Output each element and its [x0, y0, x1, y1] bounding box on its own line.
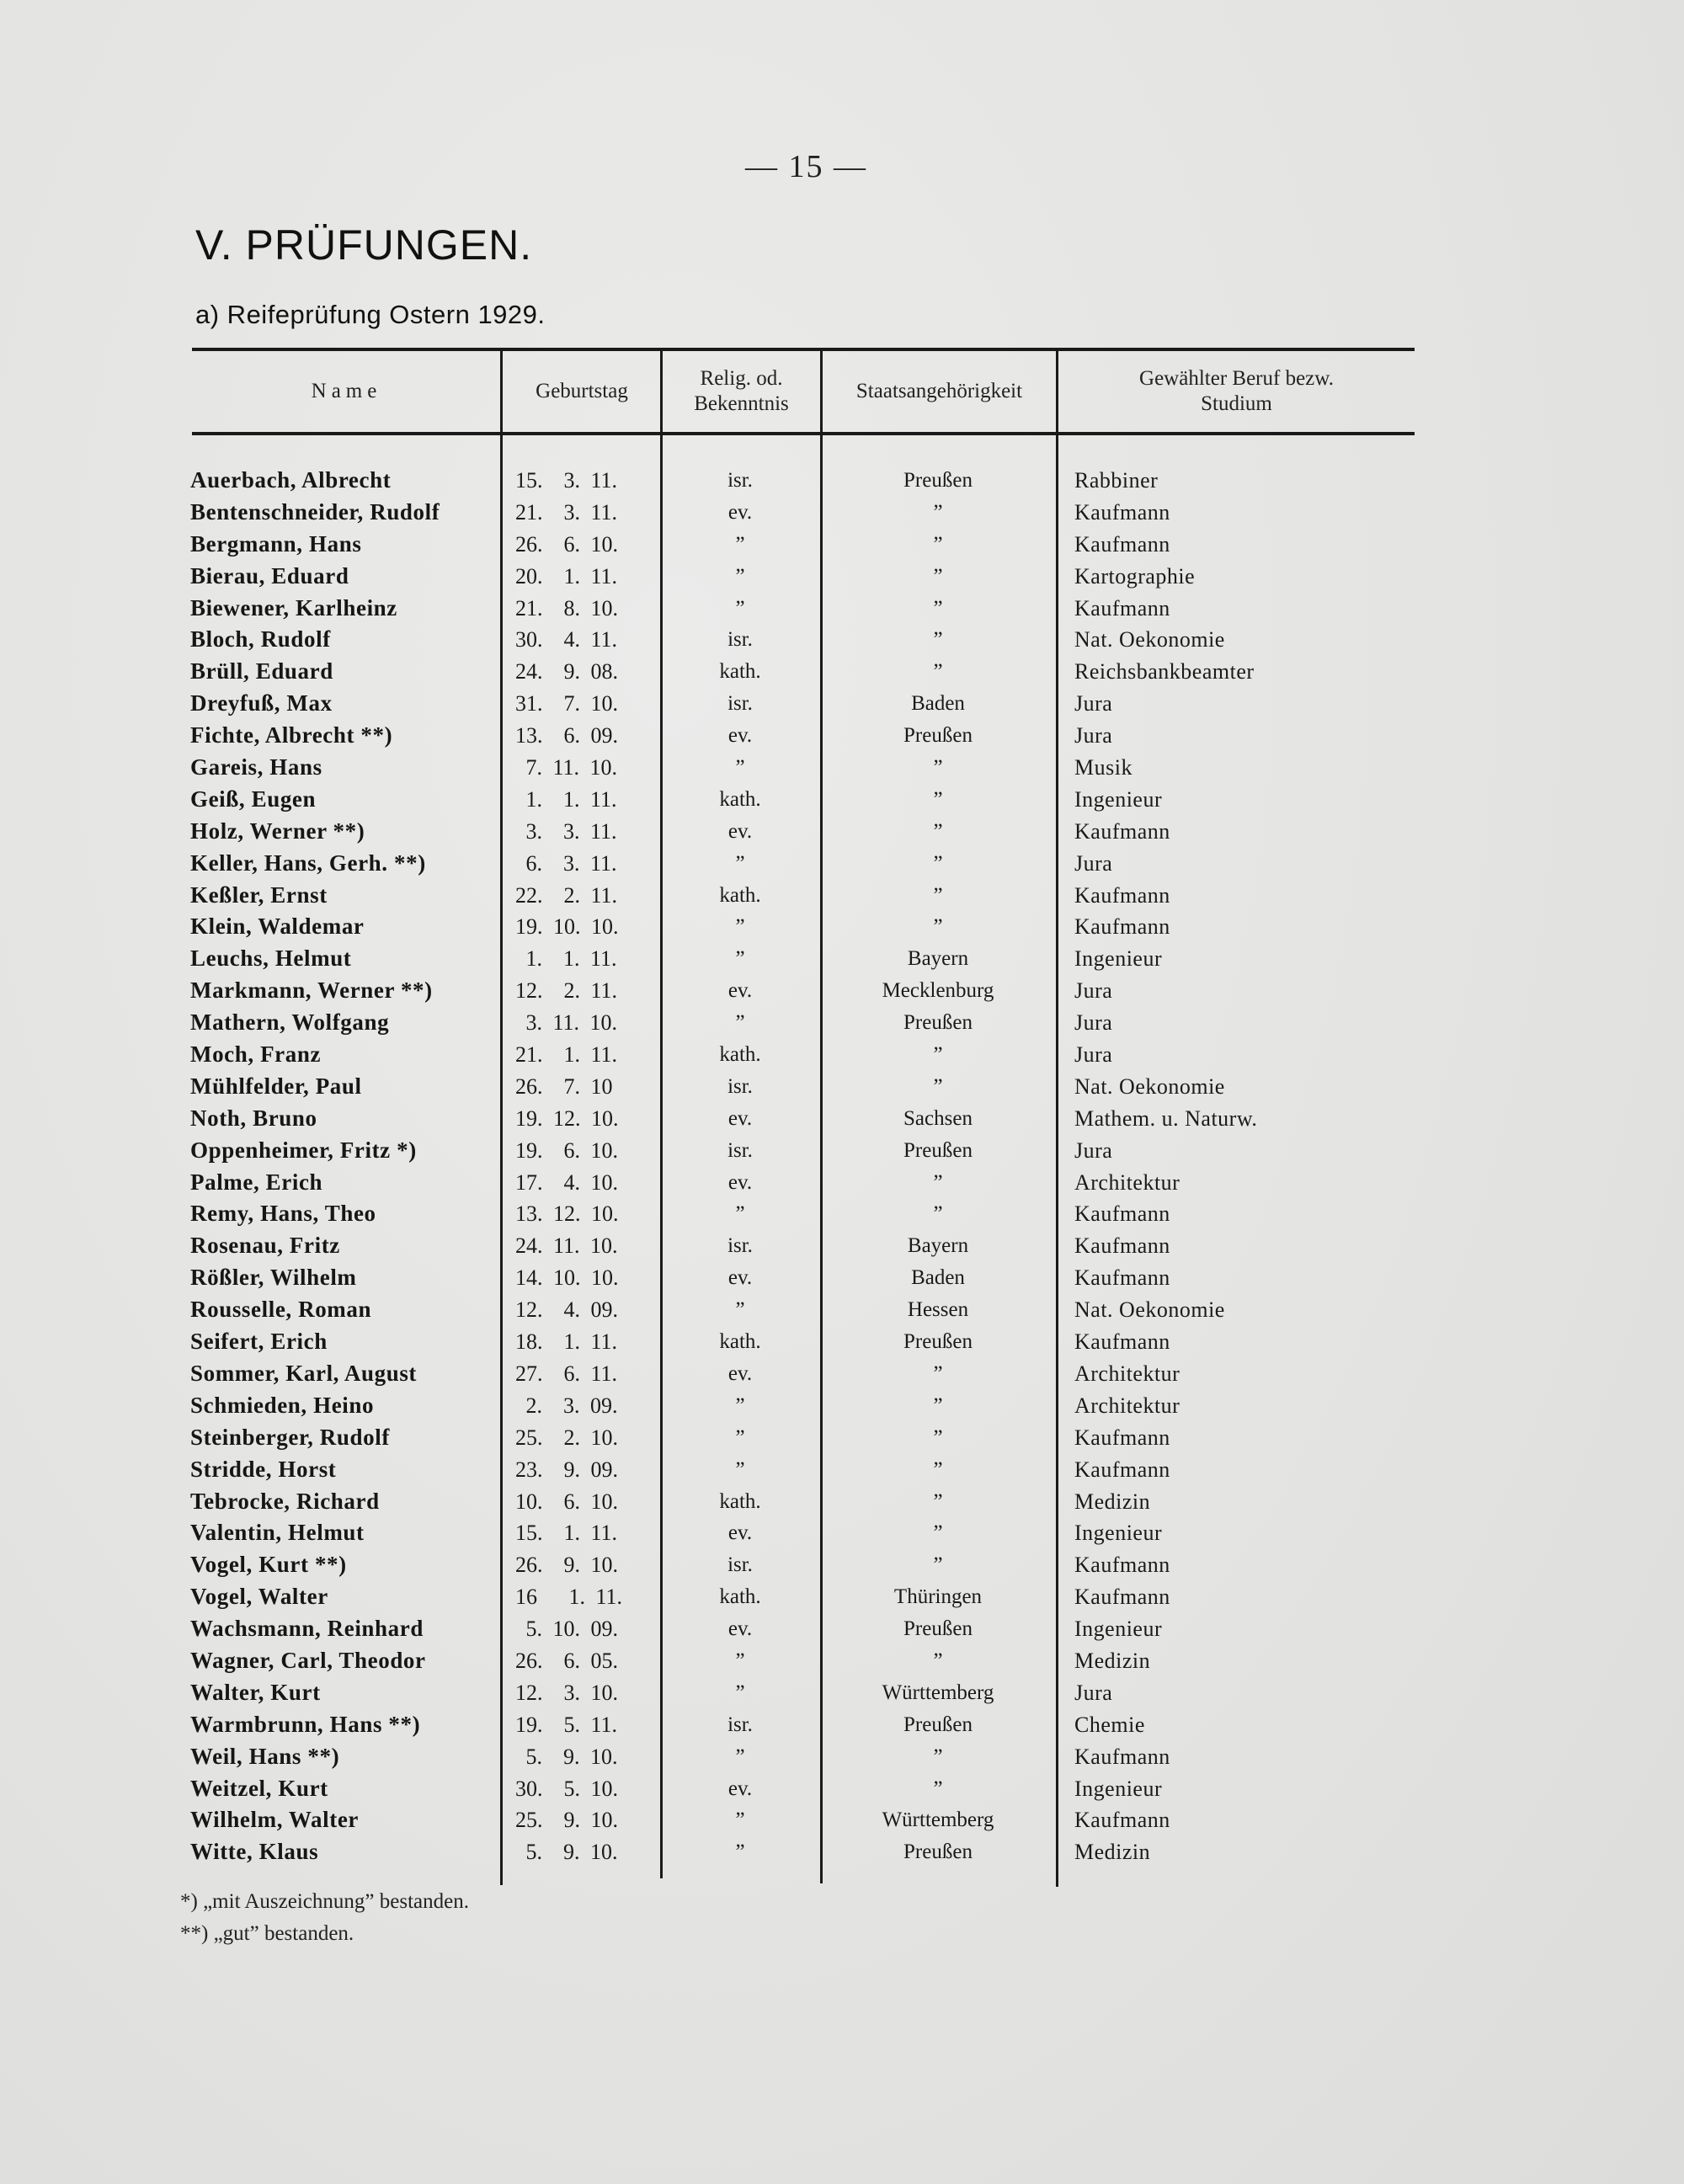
birthday-cell: 31. 7. 10.	[515, 691, 618, 716]
birthday-cell: 3. 3. 11.	[515, 818, 617, 844]
profession-cell: Medizin	[1074, 1489, 1151, 1514]
profession-cell: Kaufmann	[1074, 1201, 1170, 1227]
religion-cell: isr.	[727, 628, 753, 652]
religion-cell: ”	[735, 1649, 745, 1672]
birthday-cell: 23. 9. 09.	[515, 1457, 618, 1482]
state-cell: ”	[933, 883, 943, 907]
religion-cell: ”	[735, 1202, 745, 1226]
state-cell: Mecklenburg	[882, 979, 994, 1003]
student-name-cell: Mühlfelder, Paul	[190, 1073, 362, 1099]
table-row	[0, 1326, 1684, 1358]
profession-cell: Jura	[1074, 1010, 1113, 1036]
table-row	[0, 1167, 1684, 1199]
table-row	[0, 1581, 1684, 1613]
footnote: **) „gut” bestanden.	[180, 1922, 354, 1945]
birthday-cell: 5. 9. 10.	[515, 1840, 618, 1865]
birthday-cell: 21. 3. 11.	[515, 499, 618, 525]
table-row	[0, 1804, 1684, 1836]
religion-cell: kath.	[719, 1489, 761, 1513]
table-row	[0, 593, 1684, 625]
profession-cell: Kaufmann	[1074, 1329, 1170, 1355]
header-profession	[1058, 351, 1415, 432]
student-name-cell: Keßler, Ernst	[190, 882, 328, 908]
profession-cell: Kaufmann	[1074, 818, 1170, 844]
religion-cell: ”	[735, 596, 745, 620]
religion-cell: ”	[735, 1681, 745, 1704]
table-row	[0, 1454, 1684, 1486]
religion-cell: ”	[735, 1745, 745, 1768]
student-name-cell: Bloch, Rudolf	[190, 626, 331, 653]
profession-cell: Ingenieur	[1074, 786, 1163, 812]
student-name-cell: Leuchs, Helmut	[190, 946, 352, 972]
profession-cell: Ingenieur	[1074, 1776, 1163, 1801]
state-cell: ”	[933, 1202, 943, 1226]
state-cell: ”	[933, 819, 943, 843]
religion-cell: ev.	[727, 1521, 753, 1545]
table-row	[0, 1007, 1684, 1039]
religion-cell: ”	[735, 1457, 745, 1481]
religion-cell: ev.	[727, 500, 753, 524]
student-name-cell: Markmann, Werner **)	[190, 977, 433, 1004]
student-name-cell: Vogel, Kurt **)	[190, 1552, 347, 1578]
birthday-cell: 1. 1. 11.	[515, 946, 617, 972]
birthday-cell: 16 1. 11.	[515, 1585, 623, 1610]
profession-cell: Kaufmann	[1074, 499, 1170, 525]
table-row	[0, 1486, 1684, 1518]
state-cell: Sachsen	[903, 1106, 973, 1130]
religion-cell: isr.	[727, 469, 753, 492]
table-row	[0, 497, 1684, 529]
student-name-cell: Oppenheimer, Fritz *)	[190, 1137, 417, 1163]
state-cell: ”	[933, 1043, 943, 1067]
student-name-cell: Valentin, Helmut	[190, 1520, 365, 1546]
student-name-cell: Weil, Hans **)	[190, 1743, 340, 1769]
student-name-cell: Rosenau, Fritz	[190, 1233, 340, 1259]
profession-cell: Kaufmann	[1074, 531, 1170, 557]
state-cell: ”	[933, 532, 943, 556]
table-body	[0, 465, 1684, 1868]
state-cell: ”	[933, 756, 943, 780]
state-cell: ”	[933, 1361, 943, 1385]
state-cell: Baden	[911, 1266, 965, 1290]
student-name-cell: Stridde, Horst	[190, 1456, 337, 1482]
profession-cell: Kaufmann	[1074, 1265, 1170, 1291]
birthday-cell: 15. 3. 11.	[515, 468, 618, 493]
table-row	[0, 1422, 1684, 1454]
state-cell: Württemberg	[882, 1808, 994, 1832]
student-name-cell: Gareis, Hans	[190, 754, 322, 780]
religion-cell: ”	[735, 851, 745, 875]
state-cell: Baden	[911, 692, 965, 716]
religion-cell: kath.	[719, 787, 761, 811]
birthday-cell: 13. 6. 09.	[515, 723, 618, 748]
state-cell: ”	[933, 1745, 943, 1768]
student-name-cell: Rößler, Wilhelm	[190, 1265, 357, 1291]
profession-cell: Kaufmann	[1074, 1744, 1170, 1769]
table-row	[0, 1135, 1684, 1167]
student-name-cell: Rousselle, Roman	[190, 1297, 372, 1323]
student-name-cell: Klein, Waldemar	[190, 914, 365, 940]
religion-cell: isr.	[727, 692, 753, 716]
student-name-cell: Wilhelm, Walter	[190, 1807, 359, 1833]
table-row	[0, 1709, 1684, 1741]
profession-cell: Mathem. u. Naturw.	[1074, 1105, 1258, 1131]
profession-cell: Jura	[1074, 978, 1113, 1004]
student-name-cell: Mathern, Wolfgang	[190, 1009, 390, 1036]
state-cell: Württemberg	[882, 1681, 994, 1704]
profession-cell: Jura	[1074, 850, 1113, 876]
religion-cell: ”	[735, 947, 745, 971]
birthday-cell: 26. 7. 10	[515, 1073, 613, 1099]
table-row	[0, 752, 1684, 784]
birthday-cell: 12. 2. 11.	[515, 978, 618, 1004]
religion-cell: kath.	[719, 883, 761, 907]
state-cell: Preußen	[903, 1330, 973, 1354]
table-row	[0, 943, 1684, 975]
student-name-cell: Sommer, Karl, August	[190, 1360, 418, 1386]
state-cell: ”	[933, 1776, 943, 1800]
religion-cell: ev.	[727, 724, 753, 748]
student-name-cell: Fichte, Albrecht **)	[190, 722, 393, 748]
table-row	[0, 1294, 1684, 1326]
religion-cell: ev.	[727, 1617, 753, 1641]
profession-cell: Kaufmann	[1074, 882, 1170, 908]
profession-cell: Kaufmann	[1074, 914, 1170, 940]
birthday-cell: 30. 5. 10.	[515, 1776, 618, 1801]
religion-cell: ”	[735, 915, 745, 939]
table-row	[0, 1039, 1684, 1071]
state-cell: ”	[933, 851, 943, 875]
birthday-cell: 5. 10. 09.	[515, 1617, 618, 1642]
table-row	[0, 1836, 1684, 1868]
profession-cell: Kaufmann	[1074, 595, 1170, 621]
student-name-cell: Bierau, Eduard	[190, 562, 349, 589]
religion-cell: isr.	[727, 1713, 753, 1736]
religion-cell: ev.	[727, 1106, 753, 1130]
table-row	[0, 1677, 1684, 1709]
student-name-cell: Dreyfuß, Max	[190, 690, 333, 716]
religion-cell: kath.	[719, 1330, 761, 1354]
birthday-cell: 19. 10. 10.	[515, 914, 619, 940]
header-religion-text: Relig. od. Bekenntnis	[694, 367, 789, 415]
state-cell: Preußen	[903, 1840, 973, 1864]
student-name-cell: Vogel, Walter	[190, 1584, 328, 1610]
profession-cell: Medizin	[1074, 1648, 1151, 1673]
state-cell: Preußen	[903, 1011, 973, 1035]
state-cell: Preußen	[903, 1617, 973, 1641]
state-cell: ”	[933, 1553, 943, 1577]
state-cell: ”	[933, 1393, 943, 1417]
religion-cell: ”	[735, 756, 745, 780]
footnotes	[180, 1886, 469, 1950]
header-religion	[663, 351, 820, 432]
table-row	[0, 1358, 1684, 1390]
state-cell: ”	[933, 1521, 943, 1545]
birthday-cell: 20. 1. 11.	[515, 563, 618, 589]
student-name-cell: Remy, Hans, Theo	[190, 1201, 376, 1227]
profession-cell: Jura	[1074, 1042, 1113, 1068]
state-cell: ”	[933, 787, 943, 811]
student-name-cell: Geiß, Eugen	[190, 786, 317, 812]
religion-cell: isr.	[727, 1074, 753, 1098]
birthday-cell: 18. 1. 11.	[515, 1329, 618, 1355]
religion-cell: ev.	[727, 1361, 753, 1385]
profession-cell: Nat. Oekonomie	[1074, 1297, 1225, 1323]
state-cell: Thüringen	[893, 1585, 983, 1609]
table-row	[0, 656, 1684, 688]
profession-cell: Kaufmann	[1074, 1457, 1170, 1482]
table-row	[0, 1773, 1684, 1805]
table-row	[0, 1103, 1684, 1135]
birthday-cell: 19. 5. 11.	[515, 1712, 618, 1737]
state-cell: Hessen	[907, 1298, 969, 1322]
subsection-title: a) Reifeprüfung Ostern 1929.	[195, 300, 546, 329]
profession-cell: Kartographie	[1074, 563, 1196, 589]
table-row	[0, 1549, 1684, 1581]
birthday-cell: 26. 9. 10.	[515, 1553, 618, 1578]
religion-cell: ”	[735, 1393, 745, 1417]
birthday-cell: 19. 6. 10.	[515, 1137, 618, 1163]
header-profession-text: Gewählter Beruf bezw. Studium	[1139, 367, 1334, 415]
birthday-cell: 19. 12. 10.	[515, 1105, 619, 1131]
page-number: — 15 —	[745, 149, 867, 184]
birthday-cell: 3. 11. 10.	[515, 1010, 618, 1036]
birthday-cell: 12. 3. 10.	[515, 1680, 618, 1705]
state-cell: ”	[933, 596, 943, 620]
profession-cell: Architektur	[1074, 1393, 1180, 1418]
student-name-cell: Steinberger, Rudolf	[190, 1424, 390, 1450]
table-row	[0, 688, 1684, 720]
student-name-cell: Moch, Franz	[190, 1041, 322, 1068]
student-name-cell: Auerbach, Albrecht	[190, 467, 392, 493]
birthday-cell: 25. 2. 10.	[515, 1425, 618, 1450]
header-name: Name	[311, 380, 382, 402]
birthday-cell: 7. 11. 10.	[515, 755, 618, 780]
header-birthday: Geburtstag	[536, 380, 628, 402]
table-row	[0, 816, 1684, 848]
table-row	[0, 1613, 1684, 1645]
religion-cell: ”	[735, 1808, 745, 1832]
birthday-cell: 2. 3. 09.	[515, 1393, 618, 1418]
student-name-cell: Bentenschneider, Rudolf	[190, 498, 440, 525]
profession-cell: Kaufmann	[1074, 1808, 1170, 1833]
table-row	[0, 465, 1684, 497]
birthday-cell: 21. 1. 11.	[515, 1042, 618, 1068]
student-name-cell: Biewener, Karlheinz	[190, 594, 397, 621]
birthday-cell: 26. 6. 05.	[515, 1648, 618, 1673]
profession-cell: Architektur	[1074, 1361, 1180, 1386]
state-cell: ”	[933, 564, 943, 588]
student-name-cell: Witte, Klaus	[190, 1839, 319, 1865]
student-name-cell: Wachsmann, Reinhard	[190, 1616, 424, 1642]
student-name-cell: Tebrocke, Richard	[190, 1488, 380, 1514]
birthday-cell: 21. 8. 10.	[515, 595, 618, 621]
religion-cell: ”	[735, 1425, 745, 1449]
birthday-cell: 26. 6. 10.	[515, 531, 618, 557]
religion-cell: ev.	[727, 1266, 753, 1290]
student-name-cell: Wagner, Carl, Theodor	[190, 1647, 426, 1673]
state-cell: ”	[933, 1457, 943, 1481]
religion-cell: kath.	[719, 660, 761, 684]
birthday-cell: 24. 11. 10.	[515, 1233, 618, 1259]
birthday-cell: 1. 1. 11.	[515, 786, 617, 812]
table-row	[0, 975, 1684, 1007]
student-name-cell: Holz, Werner **)	[190, 818, 365, 844]
birthday-cell: 6. 3. 11.	[515, 850, 617, 876]
profession-cell: Nat. Oekonomie	[1074, 627, 1225, 653]
religion-cell: ev.	[727, 819, 753, 843]
birthday-cell: 24. 9. 08.	[515, 659, 618, 684]
state-cell: ”	[933, 915, 943, 939]
table-row	[0, 1390, 1684, 1422]
birthday-cell: 15. 1. 11.	[515, 1521, 618, 1546]
state-cell: ”	[933, 1489, 943, 1513]
table-row	[0, 848, 1684, 880]
birthday-cell: 5. 9. 10.	[515, 1744, 618, 1769]
religion-cell: ”	[735, 1298, 745, 1322]
profession-cell: Jura	[1074, 1137, 1113, 1163]
student-name-cell: Weitzel, Kurt	[190, 1775, 328, 1801]
student-name-cell: Keller, Hans, Gerh. **)	[190, 850, 426, 876]
profession-cell: Reichsbankbeamter	[1074, 659, 1255, 684]
state-cell: ”	[933, 1425, 943, 1449]
profession-cell: Rabbiner	[1074, 468, 1159, 493]
section-title: V. PRÜFUNGEN.	[195, 221, 533, 269]
state-cell: Preußen	[903, 469, 973, 492]
student-name-cell: Bergmann, Hans	[190, 530, 362, 557]
profession-cell: Musik	[1074, 755, 1132, 780]
birthday-cell: 14. 10. 10.	[515, 1265, 619, 1291]
state-cell: ”	[933, 1649, 943, 1672]
religion-cell: ”	[735, 532, 745, 556]
state-cell: ”	[933, 1170, 943, 1194]
state-cell: ”	[933, 660, 943, 684]
state-cell: ”	[933, 500, 943, 524]
religion-cell: ”	[735, 1011, 745, 1035]
profession-cell: Kaufmann	[1074, 1553, 1170, 1578]
state-cell: Preußen	[903, 724, 973, 748]
religion-cell: ”	[735, 1840, 745, 1864]
profession-cell: Nat. Oekonomie	[1074, 1073, 1225, 1099]
profession-cell: Jura	[1074, 691, 1113, 716]
table-row	[0, 529, 1684, 561]
footnote: *) „mit Auszeichnung” bestanden.	[180, 1890, 469, 1913]
table-row	[0, 624, 1684, 656]
birthday-cell: 13. 12. 10.	[515, 1201, 619, 1227]
table-row	[0, 911, 1684, 943]
student-name-cell: Walter, Kurt	[190, 1679, 321, 1705]
table-row	[0, 1262, 1684, 1294]
profession-cell: Ingenieur	[1074, 1617, 1163, 1642]
birthday-cell: 27. 6. 11.	[515, 1361, 618, 1386]
birthday-cell: 17. 4. 10.	[515, 1169, 618, 1195]
table-row	[0, 1741, 1684, 1773]
state-cell: ”	[933, 628, 943, 652]
table-row	[0, 561, 1684, 593]
religion-cell: kath.	[719, 1043, 761, 1067]
table-row	[0, 1230, 1684, 1262]
table-row	[0, 1517, 1684, 1549]
state-cell: Preußen	[903, 1138, 973, 1162]
table-row	[0, 1071, 1684, 1103]
student-name-cell: Seifert, Erich	[190, 1329, 328, 1355]
table-row	[0, 784, 1684, 816]
student-name-cell: Schmieden, Heino	[190, 1392, 375, 1418]
state-cell: ”	[933, 1074, 943, 1098]
profession-cell: Kaufmann	[1074, 1233, 1170, 1259]
birthday-cell: 22. 2. 11.	[515, 882, 618, 908]
profession-cell: Ingenieur	[1074, 946, 1163, 972]
religion-cell: ev.	[727, 979, 753, 1003]
profession-cell: Chemie	[1074, 1712, 1145, 1737]
student-name-cell: Noth, Bruno	[190, 1105, 317, 1131]
table-row	[0, 880, 1684, 912]
student-name-cell: Palme, Erich	[190, 1169, 323, 1195]
religion-cell: ”	[735, 564, 745, 588]
profession-cell: Kaufmann	[1074, 1585, 1170, 1610]
table-row	[0, 1645, 1684, 1677]
profession-cell: Ingenieur	[1074, 1521, 1163, 1546]
religion-cell: kath.	[719, 1585, 761, 1609]
state-cell: Bayern	[907, 1234, 969, 1258]
profession-cell: Architektur	[1074, 1169, 1180, 1195]
profession-cell: Medizin	[1074, 1840, 1151, 1865]
state-cell: Preußen	[903, 1713, 973, 1736]
religion-cell: isr.	[727, 1138, 753, 1162]
profession-cell: Kaufmann	[1074, 1425, 1170, 1450]
student-name-cell: Warmbrunn, Hans **)	[190, 1711, 421, 1737]
birthday-cell: 25. 9. 10.	[515, 1808, 618, 1833]
profession-cell: Jura	[1074, 723, 1113, 748]
profession-cell: Jura	[1074, 1680, 1113, 1705]
state-cell: Bayern	[907, 947, 969, 971]
religion-cell: ev.	[727, 1170, 753, 1194]
birthday-cell: 12. 4. 09.	[515, 1297, 618, 1323]
table-row	[0, 720, 1684, 752]
table-header-rule	[192, 432, 1415, 435]
religion-cell: ev.	[727, 1776, 753, 1800]
student-name-cell: Brüll, Eduard	[190, 658, 333, 684]
religion-cell: isr.	[727, 1553, 753, 1577]
religion-cell: isr.	[727, 1234, 753, 1258]
header-state: Staatsangehörigkeit	[855, 380, 1023, 402]
birthday-cell: 10. 6. 10.	[515, 1489, 618, 1514]
birthday-cell: 30. 4. 11.	[515, 627, 618, 653]
table-row	[0, 1198, 1684, 1230]
